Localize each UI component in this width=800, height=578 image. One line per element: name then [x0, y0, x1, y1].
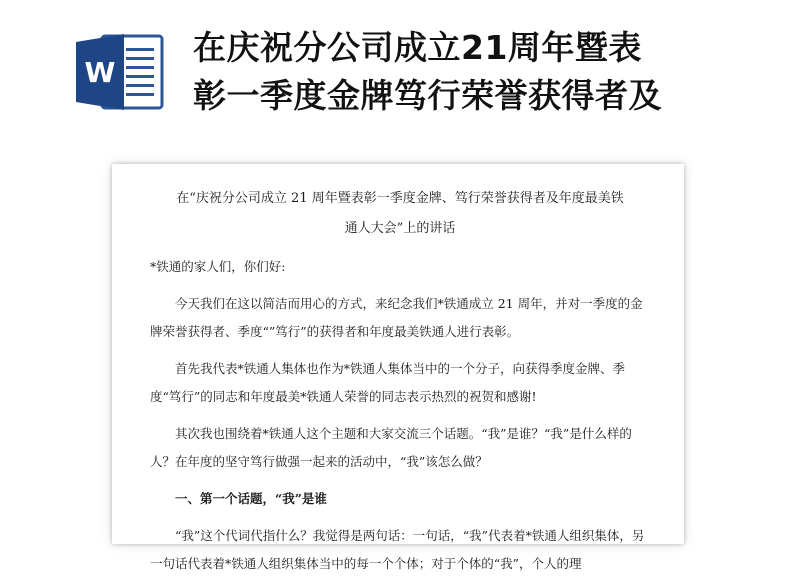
- word-document-icon: [76, 32, 166, 112]
- document-title-line-1: 在“庆祝分公司成立 21 周年暨表彰一季度金牌、笃行荣誉获得者及年度最美铁: [176, 191, 624, 206]
- banner-header: [0, 0, 800, 160]
- page-title-line-2: 彰一季度金牌笃行荣誉获得者及: [193, 76, 662, 115]
- page-title-line-1: 在庆祝分公司成立21周年暨表: [193, 28, 642, 67]
- paragraph-2: 首先我代表*铁通人集体也作为*铁通人集体当中的一个分子，向获得季度金牌、季度“笃行”的同志和年度最美*铁通人荣誉的同志表示热烈的祝贺和感谢!: [150, 361, 626, 404]
- page-title: [193, 24, 793, 120]
- word-icon-letter: W: [84, 56, 116, 89]
- greeting: *铁通的家人们，你们好:: [150, 259, 286, 274]
- document-title: [150, 184, 650, 244]
- paragraph-4: “我”这个代词代指什么？我觉得是两句话：一句话，“我”代表着*铁通人组织集体，另一句话代表着*铁通人组织集体当中的每一个个体；对于个体的“我”，个人的理: [150, 528, 645, 571]
- document-body: [150, 184, 650, 578]
- paragraph-3: 其次我也围绕着*铁通人这个主题和大家交流三个话题。“我”是谁？“我”是什么样的人？在年度的坚守笃行做强一起来的活动中，“我”该怎么做？: [150, 426, 632, 469]
- section-heading-1: 一、第一个话题，“我”是谁: [175, 491, 327, 506]
- document-title-line-2: 通人大会”上的讲话: [344, 221, 456, 236]
- paragraph-1: 今天我们在这以简洁而用心的方式，来纪念我们*铁通成立 21 周年，并对一季度的金牌荣誉获得者、季度“”笃行”的获得者和年度最美铁通人进行表彰。: [150, 296, 643, 339]
- document-page: [112, 164, 684, 571]
